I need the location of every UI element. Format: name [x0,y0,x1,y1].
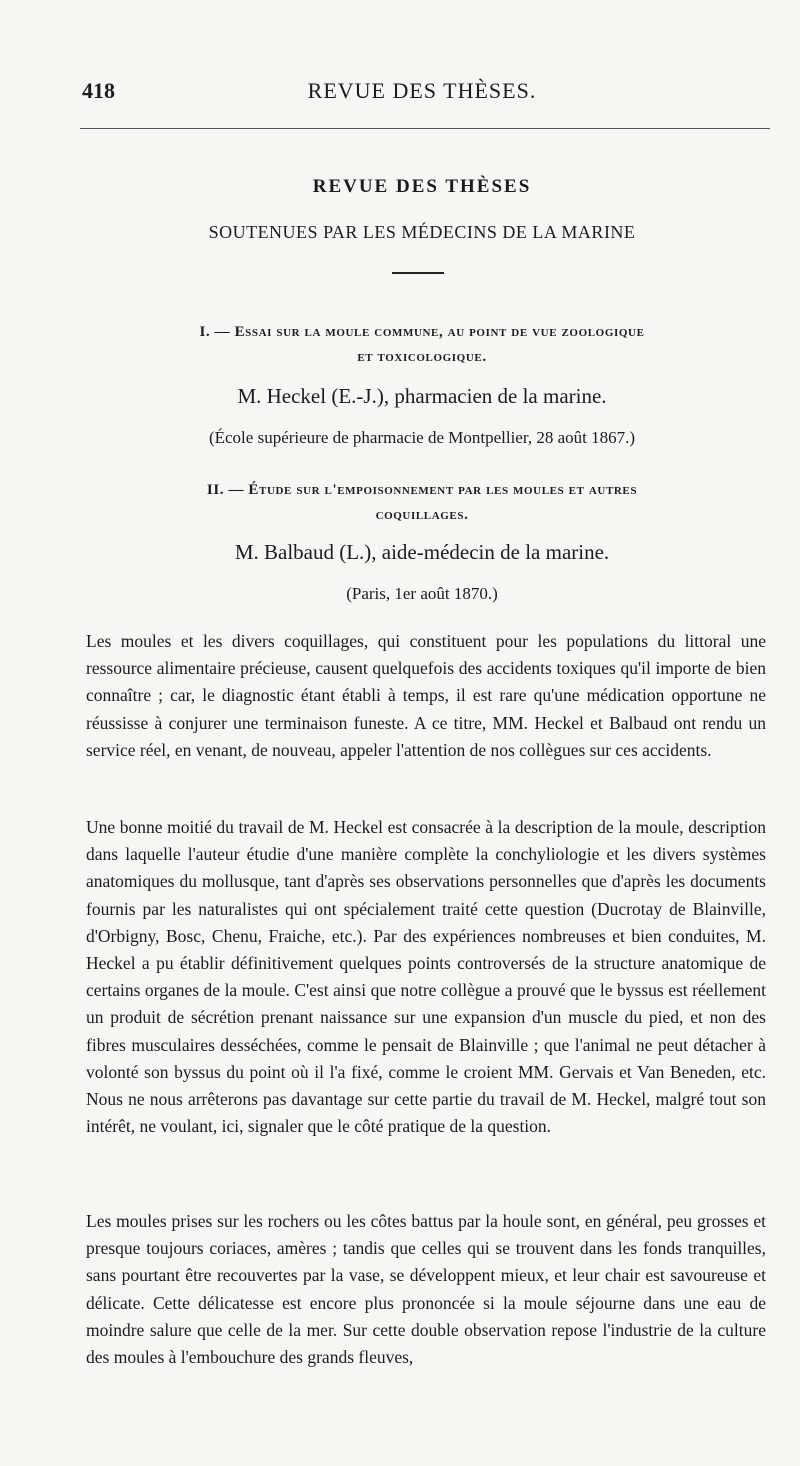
section-title: REVUE DES THÈSES [312,176,532,197]
running-head [82,78,762,112]
section-subtitle: SOUTENUES PAR LES MÉDECINS DE LA MARINE [208,222,636,242]
paragraph-text: Une bonne moitié du travail de M. Heckel est consacrée à la description de la moule, description dans laquelle l'auteur étudie d'une manière complète la conchyliologie et les divers systèmes anatomiques du mollusque, tant d'après ses observations personnelles que d'après les documents fournis par les naturalistes qui ont spécialement traité cette question (Ducrotay de Blainville, d'Orbigny, Bosc, Chenu, Fraiche, etc.). Par des expériences nombreuses et bien conduites, M. Heckel a pu établir définitivement quelques points controversés de la structure anatomique de certains organes de la moule. C'est ainsi que notre collègue a prouvé que le byssus est réellement un produit de sécrétion prenant naissance sur une expansion d'un muscle du pied, et non des fibres musculaires desséchées, comme le pensait de Blainville ; que l'animal ne peut détacher à volonté son byssus du point où il l'a fixé, comme le croient MM. Gervais et Van Beneden, etc. Nous ne nous arrêterons pas davantage sur cette partie du travail de M. Heckel, malgré tout son intérêt, ne voulant, ici, signaler que le côté pratique de la question. [86,817,766,1137]
thesis-2-author: M. Balbaud (L.), aide-médecin de la marine. [234,540,610,564]
thesis-1-author: M. Heckel (E.-J.), pharmacien de la marine. [237,384,607,408]
paragraph-text: Les moules prises sur les rochers ou les côtes battus par la houle sont, en général, peu grosses et presque toujours coriaces, amères ; tandis que celles qui se trouvent dans les fonds tranquilles, sans pourtant être recouvertes par la vase, se développent mieux, et leur chair est savoureuse et délicate. Cette délicatesse est encore plus prononcée si la moule séjourne dans une eau de moindre salure que celle de la mer. Sur cette double observation repose l'industrie de la culture des moules à l'embouchure des grands fleuves, [86,1211,766,1368]
thesis-2-title [82,478,762,528]
section-divider [392,272,444,274]
thesis-2-title-line1: II. — Étude sur l'empoisonnement par les moules et autres [206,482,638,498]
body-paragraph-1 [86,628,766,764]
paragraph-text: Les moules et les divers coquillages, qui constituent pour les populations du littoral une ressource alimentaire précieuse, causent quelquefois des accidents toxiques qu'il importe de bien connaître ; car, le diagnostic étant établi à temps, il est rare qu'une médication opportune ne réussisse à conjurer une terminaison funeste. A ce titre, MM. Heckel et Balbaud ont rendu un service réel, en venant, de nouveau, appeler l'attention de nos collègues sur ces accidents. [86,631,766,760]
page-number: 418 [82,78,115,103]
thesis-1-title [82,320,762,370]
body-paragraph-3 [86,1208,766,1371]
thesis-2-school: (Paris, 1er août 1870.) [346,584,498,603]
thesis-1-school: (École supérieure de pharmacie de Montpellier, 28 août 1867.) [208,428,636,447]
thesis-2-title-line2: coquillages. [375,507,469,523]
body-paragraph-2 [86,814,766,1140]
thesis-1-title-line2: et toxicologique. [357,349,487,365]
thesis-1-title-line1: I. — Essai sur la moule commune, au point de vue zoologique [199,324,645,340]
header-divider [80,128,770,129]
running-title: REVUE DES THÈSES. [307,78,537,103]
